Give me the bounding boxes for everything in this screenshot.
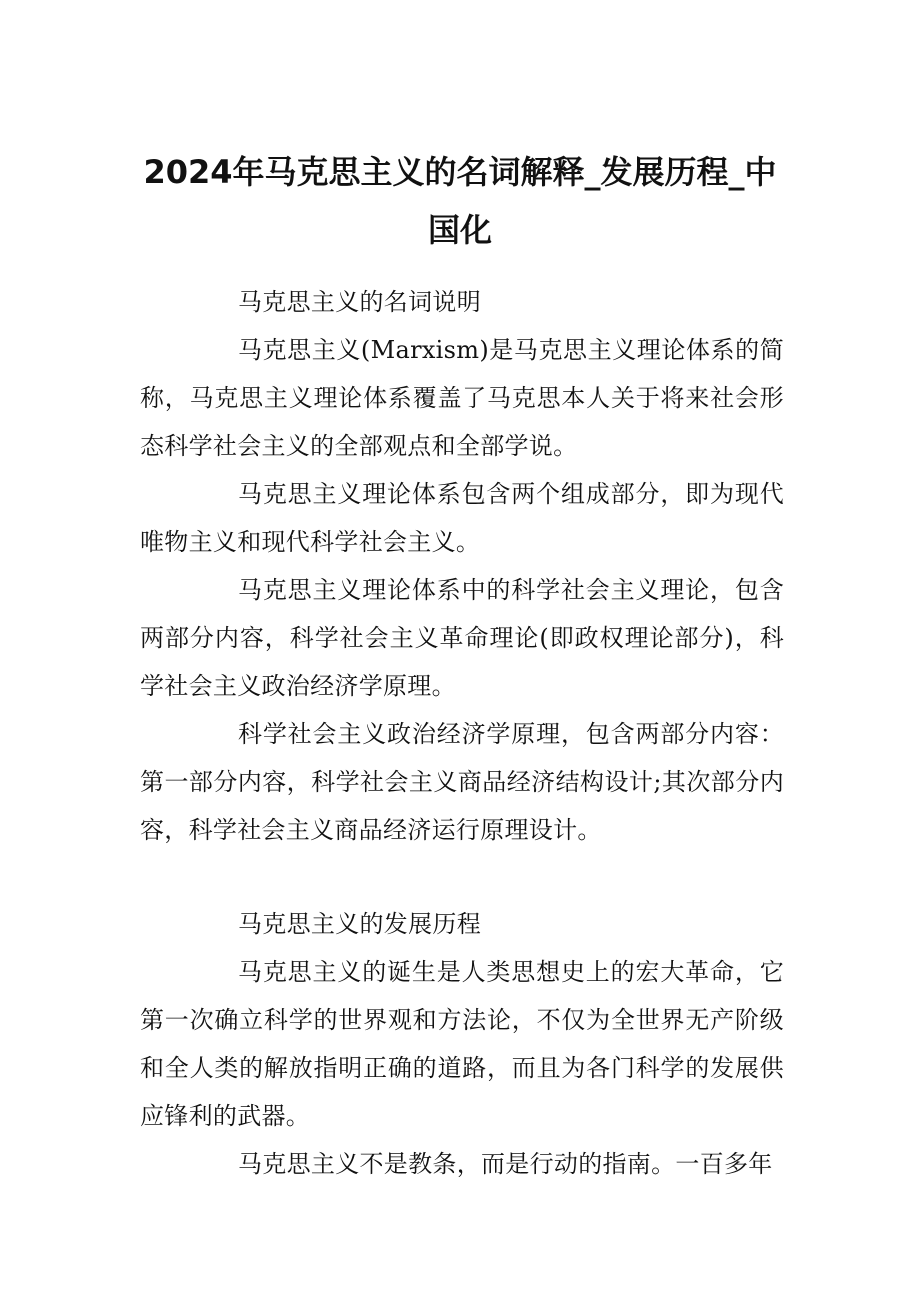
paragraph-guide-to-action: 马克思主义不是教条，而是行动的指南。一百多年 — [238, 1150, 773, 1178]
paragraph-definition: 马克思主义(Marxism)是马克思主义理论体系的简称，马克思主义理论体系覆盖了马克思本人关于将来社会形态科学社会主义的全部观点和全部学说。 — [140, 336, 784, 460]
document-body — [140, 278, 784, 1188]
paragraph-components: 马克思主义理论体系包含两个组成部分，即为现代唯物主义和现代科学社会主义。 — [140, 480, 784, 556]
paragraph-scientific-socialism: 马克思主义理论体系中的科学社会主义理论，包含两部分内容，科学社会主义革命理论(即政权理论部分)，科学社会主义政治经济学原理。 — [140, 576, 784, 700]
section-heading-history: 马克思主义的发展历程 — [238, 910, 481, 938]
paragraph-political-economy: 科学社会主义政治经济学原理，包含两部分内容：第一部分内容，科学社会主义商品经济结构设计;其次部分内容，科学社会主义商品经济运行原理设计。 — [140, 720, 784, 844]
section-spacer — [140, 854, 784, 900]
section-heading-definition: 马克思主义的名词说明 — [238, 288, 481, 316]
paragraph-birth: 马克思主义的诞生是人类思想史上的宏大革命，它第一次确立科学的世界观和方法论，不仅为全世界无产阶级和全人类的解放指明正确的道路，而且为各门科学的发展供应锋利的武器。 — [140, 958, 784, 1130]
document-title: 2024年马克思主义的名词解释_发展历程_中国化 — [143, 153, 777, 249]
